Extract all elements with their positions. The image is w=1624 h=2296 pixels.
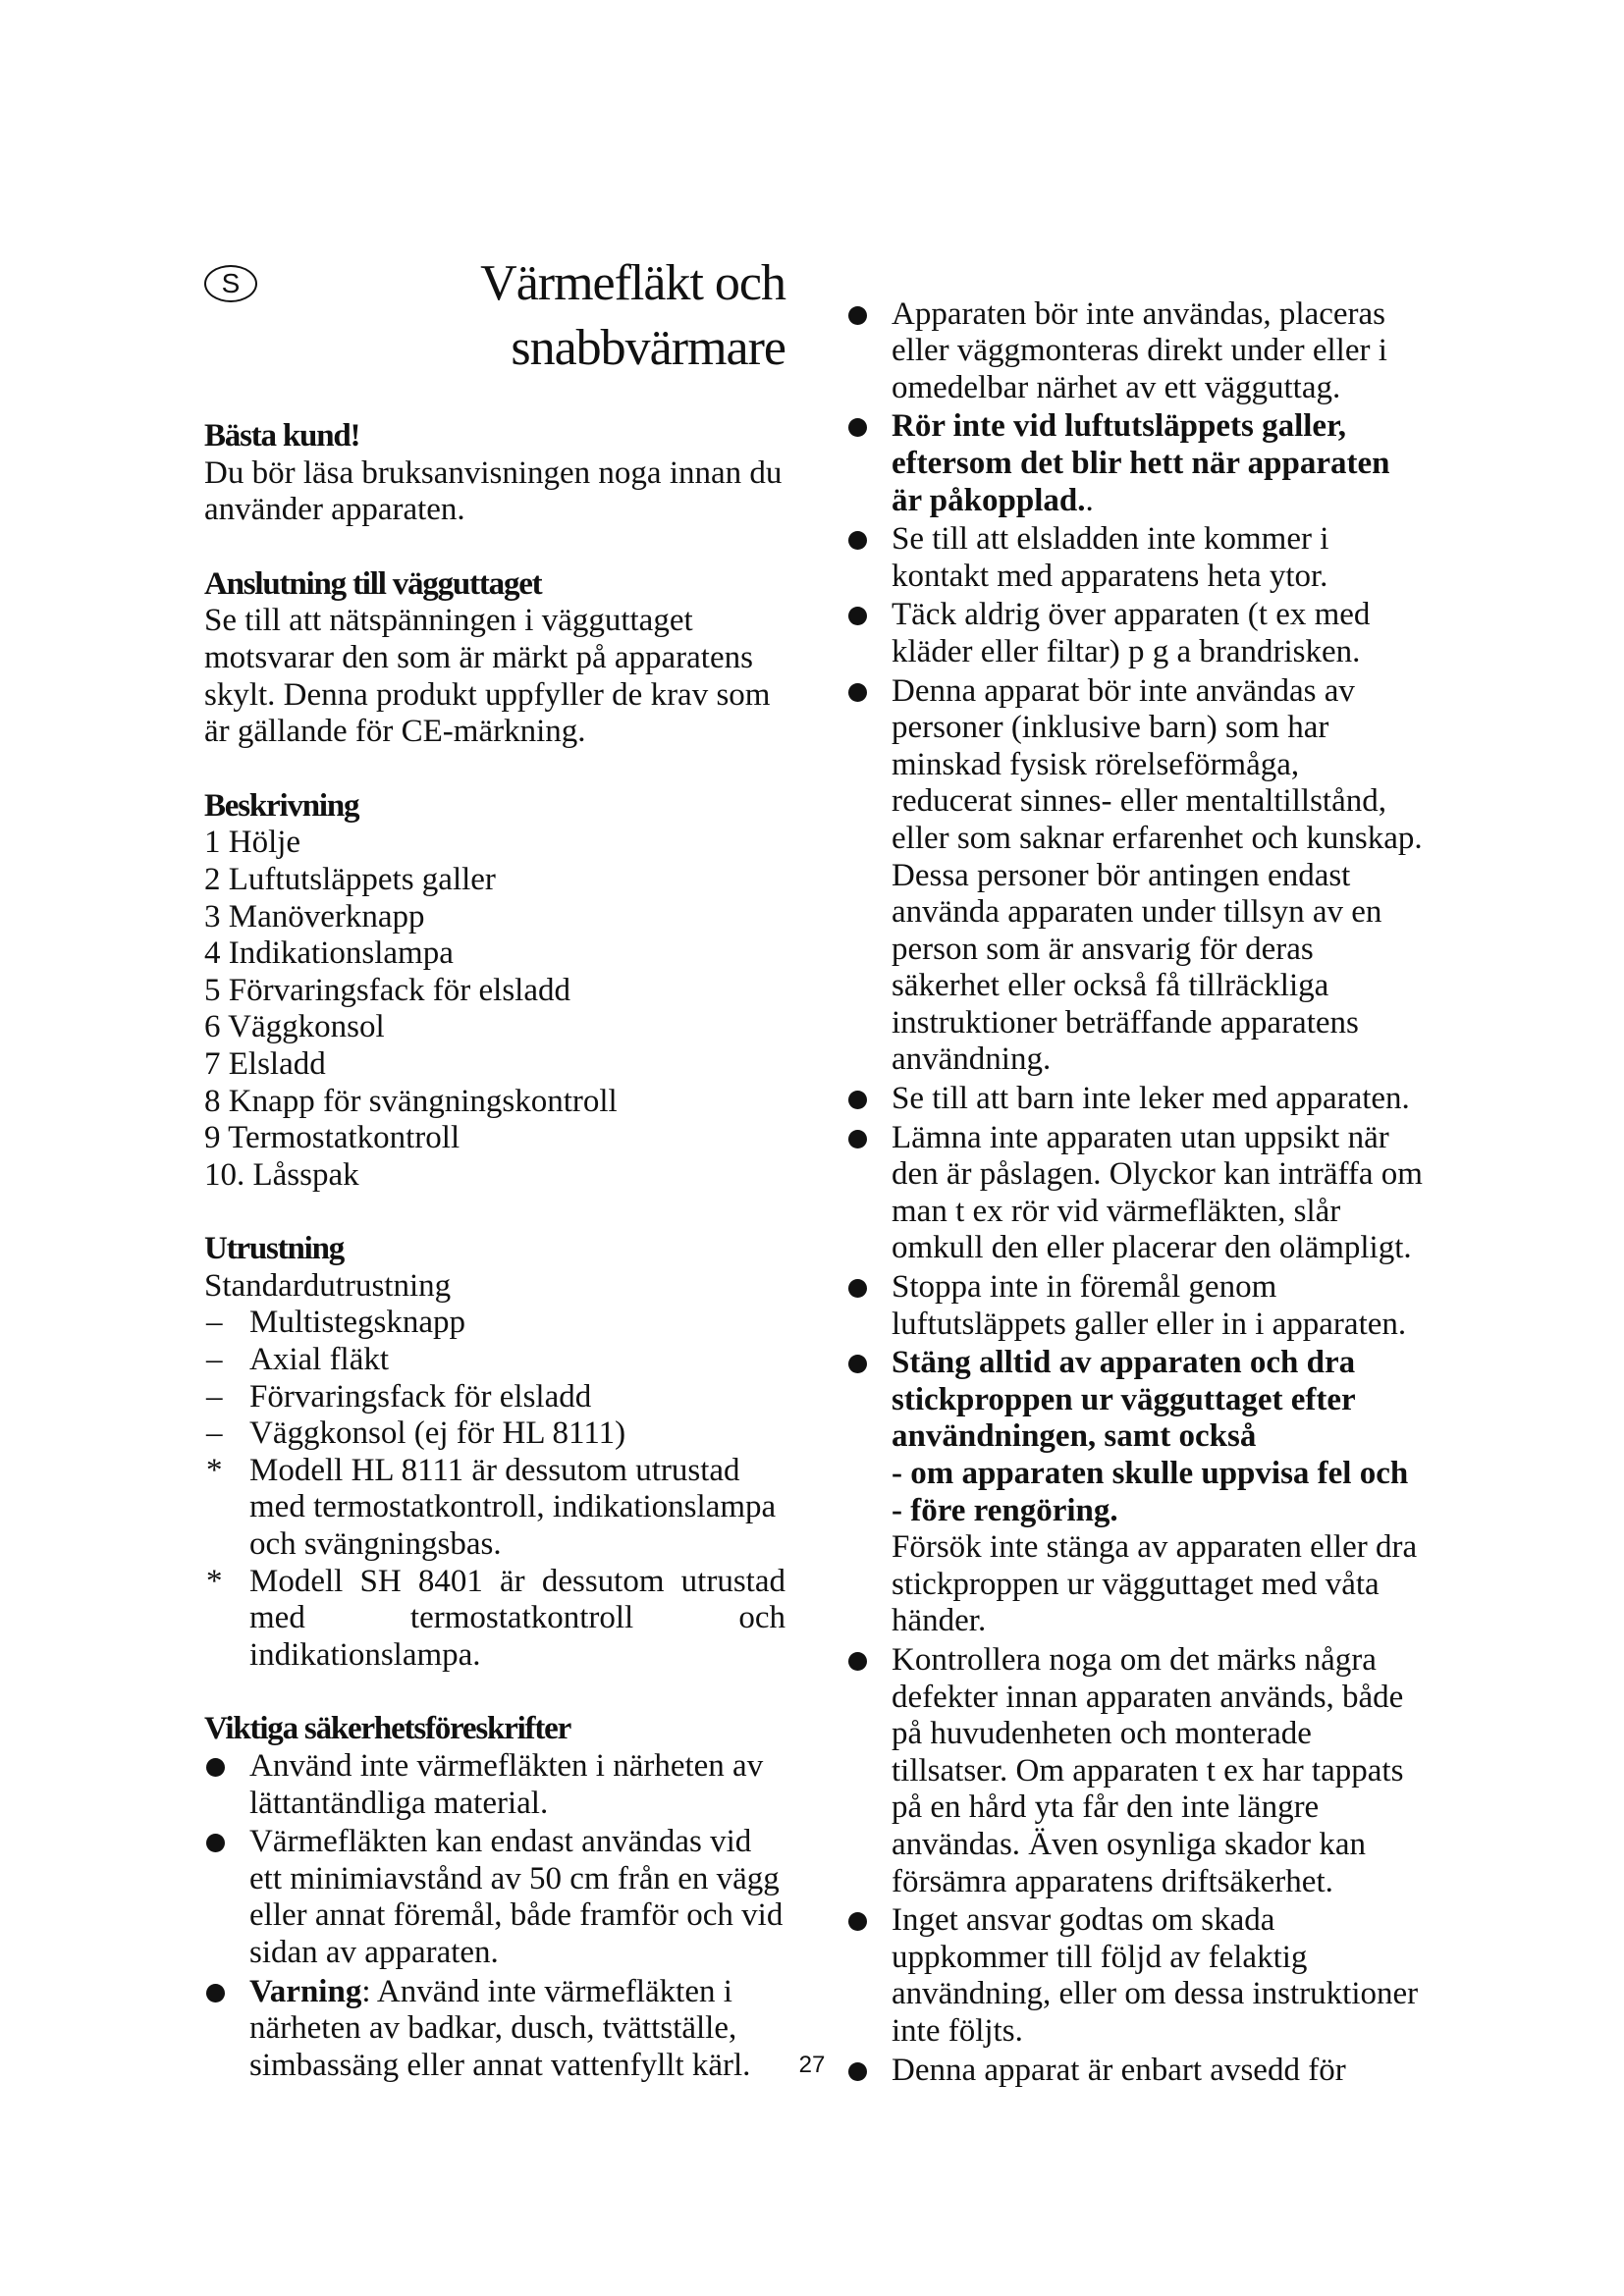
model-note: * Modell SH 8401 är dessutom utrustad med termostatkontroll och indikationslampa. xyxy=(206,1563,785,1673)
page-title-line-1: Värmefläkt och xyxy=(480,255,785,311)
bullet-icon xyxy=(848,683,867,702)
parts-list xyxy=(204,825,785,1194)
connection-section xyxy=(204,566,785,751)
page-title xyxy=(204,251,785,381)
unplug-condition: - om apparaten skulle uppvisa fel och xyxy=(892,1456,1409,1491)
model-note: * Modell HL 8111 är dessutom utrustad med termostatkontroll, indikationslampa och svängningsbas. xyxy=(206,1452,777,1563)
dash-marker: – xyxy=(206,1378,223,1415)
asterisk-marker: * xyxy=(206,1452,223,1488)
parts-list-item: 3 Manöverknapp xyxy=(204,898,425,934)
safety-item: Apparaten bör inte användas, placeras eller väggmonteras direkt under eller i omedelbar närhet av ett vägguttag. xyxy=(846,296,1428,407)
unplug-caution: Försök inte stänga av apparaten eller dra stickproppen ur vägguttaget med våta händer. xyxy=(892,1529,1418,1639)
parts-list-item: 4 Indikationslampa xyxy=(204,935,454,972)
bullet-icon xyxy=(848,1355,867,1373)
intro-section xyxy=(204,418,785,529)
bullet-icon xyxy=(848,418,867,437)
parts-list-item: 2 Luftutsläppets galler xyxy=(204,861,496,897)
parts-list-item: 9 Termostatkontroll xyxy=(204,1120,460,1156)
dash-marker: – xyxy=(206,1342,223,1378)
safety-item: Lämna inte apparaten utan uppsikt när den är påslagen. Olyckor kan inträffa om man t ex rör vid värmefläkten, slår omkull den eller placerar den olämpligt. xyxy=(846,1120,1428,1267)
parts-list-item: 5 Förvaringsfack för elsladd xyxy=(204,972,570,1008)
intro-text: Du bör läsa bruksanvisningen noga innan du använder apparaten. xyxy=(204,454,783,528)
parts-list-item: 6 Väggkonsol xyxy=(204,1009,385,1045)
parts-list-item: 10. Låsspak xyxy=(204,1156,359,1193)
safety-item: Inget ansvar godtas om skada uppkommer till följd av felaktig användning, eller om dessa instruktioner inte följts. xyxy=(846,1902,1428,2050)
equipment-list-item: – Multistegsknapp xyxy=(206,1305,465,1341)
asterisk-marker: * xyxy=(206,1563,223,1599)
bullet-icon xyxy=(848,607,867,625)
bullet-icon xyxy=(848,1130,867,1148)
bullet-icon xyxy=(206,1984,225,2002)
safety-item: Se till att elsladden inte kommer i kontakt med apparatens heta ytor. xyxy=(846,521,1428,595)
language-badge: S xyxy=(204,265,257,302)
bullet-icon xyxy=(848,531,867,550)
safety-item: Stoppa inte in föremål genom luftutsläppets galler eller in i apparaten. xyxy=(846,1269,1428,1343)
safety-list-left xyxy=(204,1748,785,2084)
safety-item-unplug xyxy=(846,1345,1428,1640)
safety-item: Använd inte värmefläkten i närheten av lättantändliga material. xyxy=(204,1748,785,1822)
equipment-heading: Utrustning xyxy=(204,1231,345,1267)
equipment-section xyxy=(204,1231,785,1674)
standard-equipment-label: Standardutrustning xyxy=(204,1267,452,1304)
parts-list-item: 1 Hölje xyxy=(204,825,301,861)
equipment-list-item: – Förvaringsfack för elsladd xyxy=(206,1378,592,1415)
bullet-icon xyxy=(848,1279,867,1298)
safety-item: Denna apparat är enbart avsedd för xyxy=(846,2053,1428,2090)
bullet-icon xyxy=(848,1652,867,1671)
connection-heading: Anslutning till vägguttaget xyxy=(204,565,542,602)
equipment-list xyxy=(204,1305,785,1452)
page-title-line-2: snabbvärmare xyxy=(511,320,785,376)
safety-item: Se till att barn inte leker med apparaten. xyxy=(846,1081,1428,1118)
unplug-instruction: Stäng alltid av apparaten och dra stickproppen ur vägguttaget efter användningen, samt också xyxy=(892,1345,1356,1455)
connection-text: Se till att nätspänningen i vägguttaget motsvarar den som är märkt på apparatens skylt. Denna produkt uppfyller de krav som är gällande för CE-märkning. xyxy=(204,603,771,750)
safety-item: Värmefläkten kan endast användas vid ett minimiavstånd av 50 cm från en vägg eller annat föremål, både framför och vid sidan av apparaten. xyxy=(204,1824,785,1971)
bullet-icon xyxy=(206,1758,225,1777)
right-column xyxy=(846,259,1428,2091)
warning-text: : Använd inte värmefläkten i närheten av badkar, dusch, tvättställe, simbassäng eller annat vattenfyllt kärl. xyxy=(249,1973,751,2083)
dash-marker: – xyxy=(206,1415,223,1452)
left-column xyxy=(204,251,785,2086)
equipment-list-item: – Axial fläkt xyxy=(206,1342,390,1378)
description-section xyxy=(204,788,785,1195)
parts-list-item: 7 Elsladd xyxy=(204,1045,326,1082)
parts-list-item: 8 Knapp för svängningskontroll xyxy=(204,1083,618,1119)
bullet-icon xyxy=(848,306,867,325)
description-heading: Beskrivning xyxy=(204,787,359,824)
bullet-icon xyxy=(848,1091,867,1109)
safety-section xyxy=(204,1711,785,2084)
bullet-icon xyxy=(206,1834,225,1852)
equipment-list-item: – Väggkonsol (ej för HL 8111) xyxy=(206,1415,626,1452)
page-number: 27 xyxy=(798,2052,826,2078)
safety-list-right xyxy=(846,296,1428,2090)
safety-item: Kontrollera noga om det märks några defekter innan apparaten används, både på huvudenheten och monterade tillsatser. Om apparaten t ex har tappats på en hård yta får den inte längre användas. Även osynliga skador kan försämra apparatens driftsäkerhet. xyxy=(846,1642,1428,1900)
unplug-condition: - före rengöring. xyxy=(892,1492,1118,1528)
intro-heading: Bästa kund! xyxy=(204,418,360,454)
safety-item: Täck aldrig över apparaten (t ex med kläder eller filtar) p g a brandrisken. xyxy=(846,597,1428,670)
bullet-icon xyxy=(848,1912,867,1931)
safety-item-hot-grille: Rör inte vid luftutsläppets galler, eftersom det blir hett när apparaten är påkopplad.. xyxy=(846,408,1428,519)
safety-item: Denna apparat bör inte användas av personer (inklusive barn) som har minskad fysisk rörelseförmåga, reducerat sinnes- eller mentaltillstånd, eller som saknar erfarenhet och kunskap. Dessa personer bör antingen endast använda apparaten under tillsyn av en person som är ansvarig för deras säkerhet eller också få tillräckliga instruktioner beträffande apparatens användning. xyxy=(846,673,1428,1080)
safety-heading: Viktiga säkerhetsföreskrifter xyxy=(204,1711,571,1747)
dash-marker: – xyxy=(206,1305,223,1341)
warning-label: Varning xyxy=(249,1973,362,2009)
